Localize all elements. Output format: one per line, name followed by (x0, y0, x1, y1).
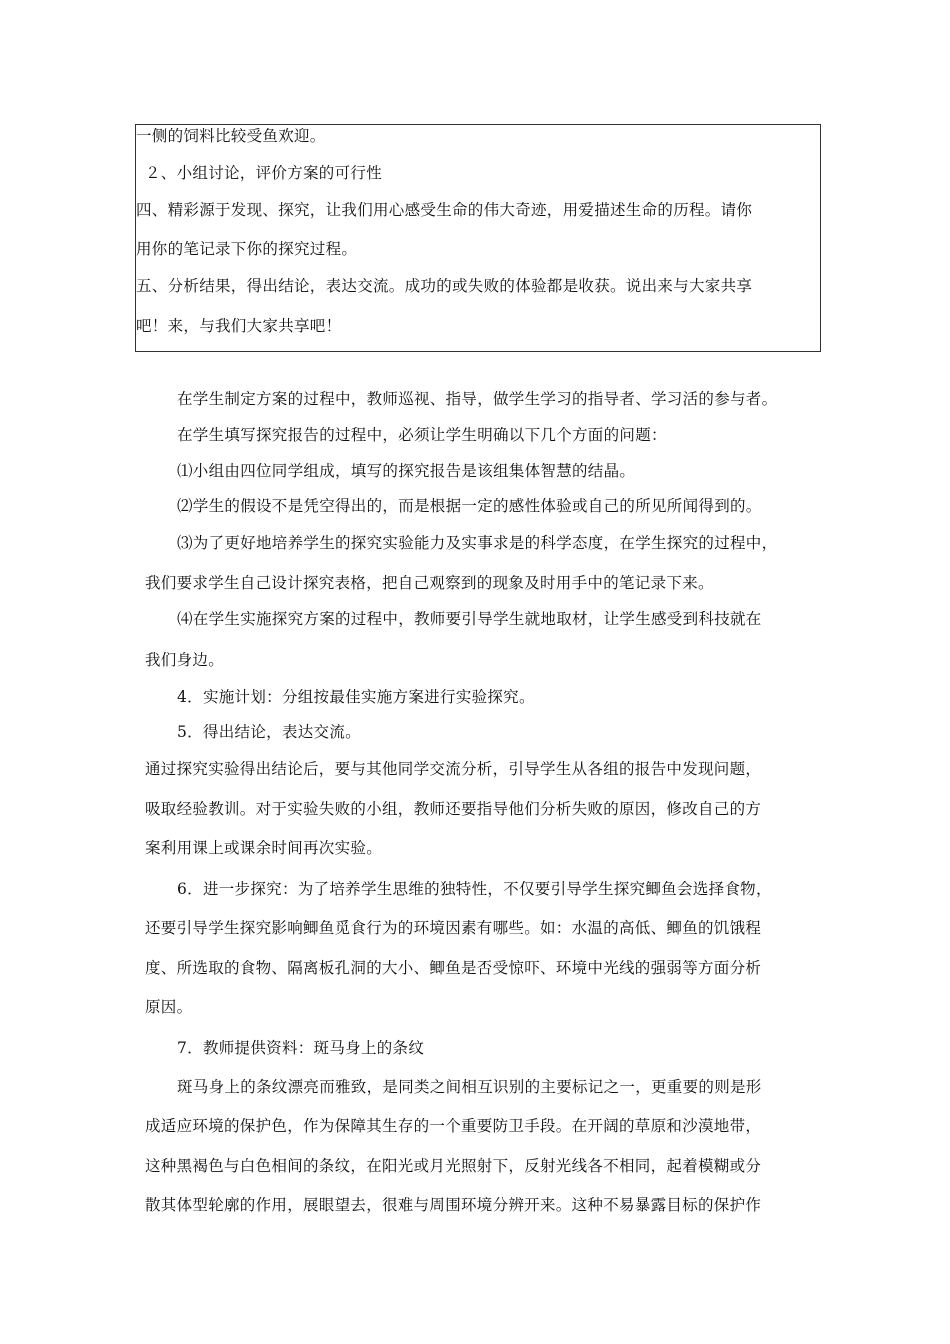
paragraph-line: 我们要求学生自己设计探究表格，把自己观察到的现象及时用手中的笔记录下来。 (145, 574, 714, 592)
box-line: 吧！来，与我们大家共享吧！ (136, 317, 342, 335)
paragraph-line: 5．得出结论，表达交流。 (177, 723, 361, 741)
paragraph-line: 4．实施计划：分组按最佳实施方案进行实验探究。 (177, 688, 535, 706)
paragraph-line: 还要引导学生探究影响鲫鱼觅食行为的环境因素有哪些。如：水温的高低、鲫鱼的饥饿程 (145, 919, 762, 937)
paragraph-line: 斑马身上的条纹漂亮而雅致，是同类之间相互识别的主要标记之一，更重要的则是形 (177, 1078, 762, 1096)
paragraph-line: 在学生制定方案的过程中，教师巡视、指导，做学生学习的指导者、学习活的参与者。 (177, 390, 778, 408)
paragraph-line: ⑴小组由四位同学组成，填写的探究报告是该组集体智慧的结晶。 (177, 462, 636, 480)
paragraph-line: 这种黑褐色与白色相间的条纹，在阳光或月光照射下，反射光线各不相同，起着模糊或分 (145, 1157, 762, 1175)
box-line: ２、小组讨论，评价方案的可行性 (145, 164, 383, 182)
box-line: 四、精彩源于发现、探究，让我们用心感受生命的伟大奇迹，用爱描述生命的历程。请你 (136, 201, 753, 219)
box-line: 一侧的饲料比较受鱼欢迎。 (136, 127, 326, 145)
paragraph-line: ⑷在学生实施探究方案的过程中，教师要引导学生就地取材，让学生感受到科技就在 (177, 610, 762, 628)
paragraph-line: 度、所选取的食物、隔离板孔洞的大小、鲫鱼是否受惊吓、环境中光线的强弱等方面分析 (145, 959, 762, 977)
paragraph-line: 通过探究实验得出结论后，要与其他同学交流分析，引导学生从各组的报告中发现问题， (145, 760, 762, 778)
box-line: 五、分析结果，得出结论，表达交流。成功的或失败的体验都是收获。说出来与大家共享 (136, 277, 753, 295)
paragraph-line: 原因。 (145, 998, 193, 1016)
paragraph-line: ⑶为了更好地培养学生的探究实验能力及实事求是的科学态度，在学生探究的过程中， (177, 534, 778, 552)
paragraph-line: 7．教师提供资料：斑马身上的条纹 (177, 1039, 425, 1057)
paragraph-line: 成适应环境的保护色，作为保障其生存的一个重要防卫手段。在开阔的草原和沙漠地带， (145, 1117, 762, 1135)
paragraph-line: 我们身边。 (145, 651, 225, 669)
paragraph-line: 6．进一步探究：为了培养学生思维的独特性，不仅要引导学生探究鲫鱼会选择食物， (177, 880, 772, 898)
paragraph-line: 案利用课上或课余时间再次实验。 (145, 839, 383, 857)
paragraph-line: ⑵学生的假设不是凭空得出的，而是根据一定的感性体验或自己的所见所闻得到的。 (177, 497, 762, 515)
paragraph-line: 在学生填写探究报告的过程中，必须让学生明确以下几个方面的问题： (177, 426, 667, 444)
paragraph-line: 吸取经验教训。对于实验失败的小组，教师还要指导他们分析失败的原因，修改自己的方 (145, 800, 762, 818)
paragraph-line: 散其体型轮廓的作用，展眼望去，很难与周围环境分辨开来。这种不易暴露目标的保护作 (145, 1196, 762, 1214)
box-line: 用你的笔记录下你的探究过程。 (136, 240, 358, 258)
